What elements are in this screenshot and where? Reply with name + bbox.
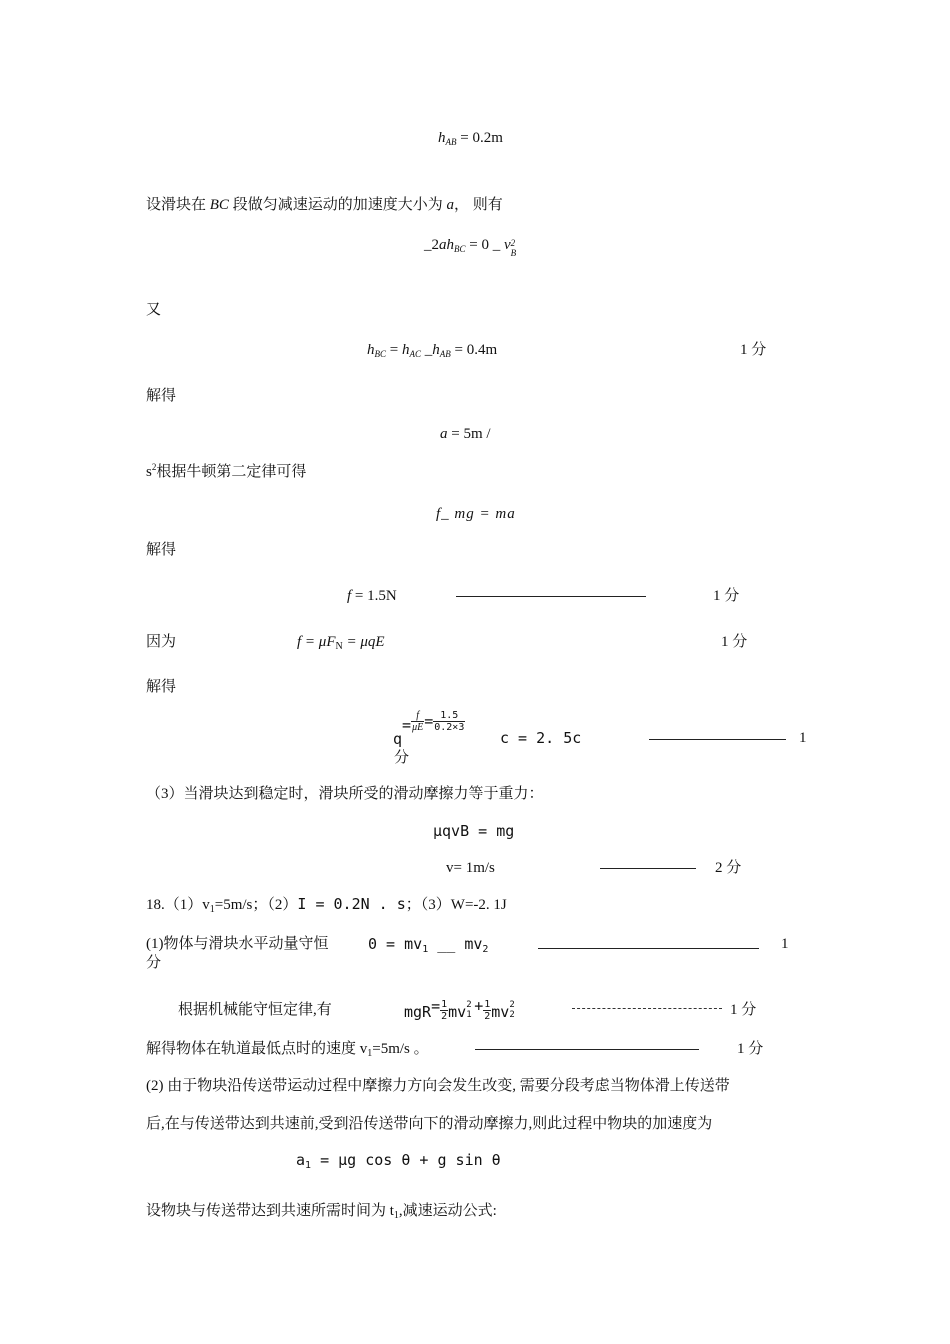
eq-q-value: q= $\frac{f}{\mu E}$ = $\frac{1.5}{0.2\times 3}$ xyxy=(393,710,465,748)
answer-rule-4 xyxy=(538,948,759,949)
eq-acceleration: $a_1 = \mu g$ cos θ + g sin θ xyxy=(296,1151,501,1171)
text-newton-second-law: $s^2$根据牛顿第二定律可得 xyxy=(146,462,307,480)
eq-newton: f_ mg = ma xyxy=(436,506,516,522)
text-part-3: （3）当滑块达到稳定时，滑块所受的滑动摩擦力等于重力： xyxy=(146,786,544,802)
score-l19: 1 xyxy=(781,936,789,952)
text-answer-18: $18.(1)v_1=5m/s$；（2）I = 0.2N . s；（3）W=-2. 1J xyxy=(146,895,507,915)
text-energy: 根据机械能守恒定律,有 xyxy=(178,1002,332,1018)
text-solve-1: 解得 xyxy=(146,388,177,404)
score-l14: 1 xyxy=(799,730,807,746)
answer-rule-2 xyxy=(649,739,786,740)
text-velocity-result: 解得物体在轨道最低点时的速度 $v_1=5m/s$ 。 xyxy=(146,1041,429,1059)
eq-h-ab: $h_{AB} = 0.2m$ xyxy=(438,130,503,147)
score-l20: 1 分 xyxy=(730,1002,757,1018)
score-l12: 1 分 xyxy=(721,634,748,650)
text-deceleration-intro: 设滑块在 BC 段做匀减速运动的加速度大小为 a， 则有 xyxy=(146,197,503,213)
text-part-2-a: (2) 由于物块沿传送带运动过程中摩擦力方向会发生改变, 需要分段考虑当物体滑上传送带 xyxy=(146,1078,730,1094)
eq-kinematics-bc: $\_2ah_{BC} = 0$ _ v 2 B xyxy=(424,237,517,258)
eq-h-bc: $h_{BC} = h_{AC}$ $\_h_{AB} = 0.4m$ xyxy=(367,342,498,359)
text-common-speed: 设物块与传送带达到共速所需时间为 $t_1$,减速运动公式: xyxy=(146,1203,497,1221)
text-part-2-b: 后,在与传送带达到共速前,受到沿传送带向下的滑动摩擦力,则此过程中物块的加速度为 xyxy=(146,1116,713,1132)
eq-q-result: c = 2. 5c xyxy=(500,729,582,747)
text-solve-2: 解得 xyxy=(146,542,177,558)
text-also: 又 xyxy=(146,302,162,318)
text-fen-l14: 分 xyxy=(394,750,410,766)
text-momentum: (1)物体与滑块水平动量守恒 xyxy=(146,936,329,952)
score-l21: 1 分 xyxy=(737,1041,764,1057)
answer-rule-6 xyxy=(475,1049,699,1050)
eq-energy: mgR= $\frac{1}{2}$ mv 2 1 + $\frac{1}{2}$ mv 2 2 xyxy=(404,997,515,1022)
eq-a-value: a = 5m / xyxy=(440,426,491,442)
score-l11: 1 分 xyxy=(713,588,740,604)
answer-rule-1 xyxy=(456,596,646,597)
eq-balance: μqvB = mg xyxy=(433,822,515,840)
text-solve-3: 解得 xyxy=(146,679,177,695)
text-fen-l19: 分 xyxy=(146,955,162,971)
score-l5: 1 分 xyxy=(740,342,767,358)
score-l17: 2 分 xyxy=(715,860,742,876)
answer-rule-3 xyxy=(600,868,696,869)
text-because: 因为 xyxy=(146,634,177,650)
eq-v-value: v= 1m/s xyxy=(446,860,495,876)
answer-rule-5 xyxy=(572,1008,722,1009)
eq-momentum: $0 = mv_1$ __ $mv_2$ xyxy=(368,935,489,955)
eq-f-value: f = 1.5N xyxy=(347,588,397,604)
eq-friction: $f = \mu F_N = \mu qE$ xyxy=(297,634,385,652)
